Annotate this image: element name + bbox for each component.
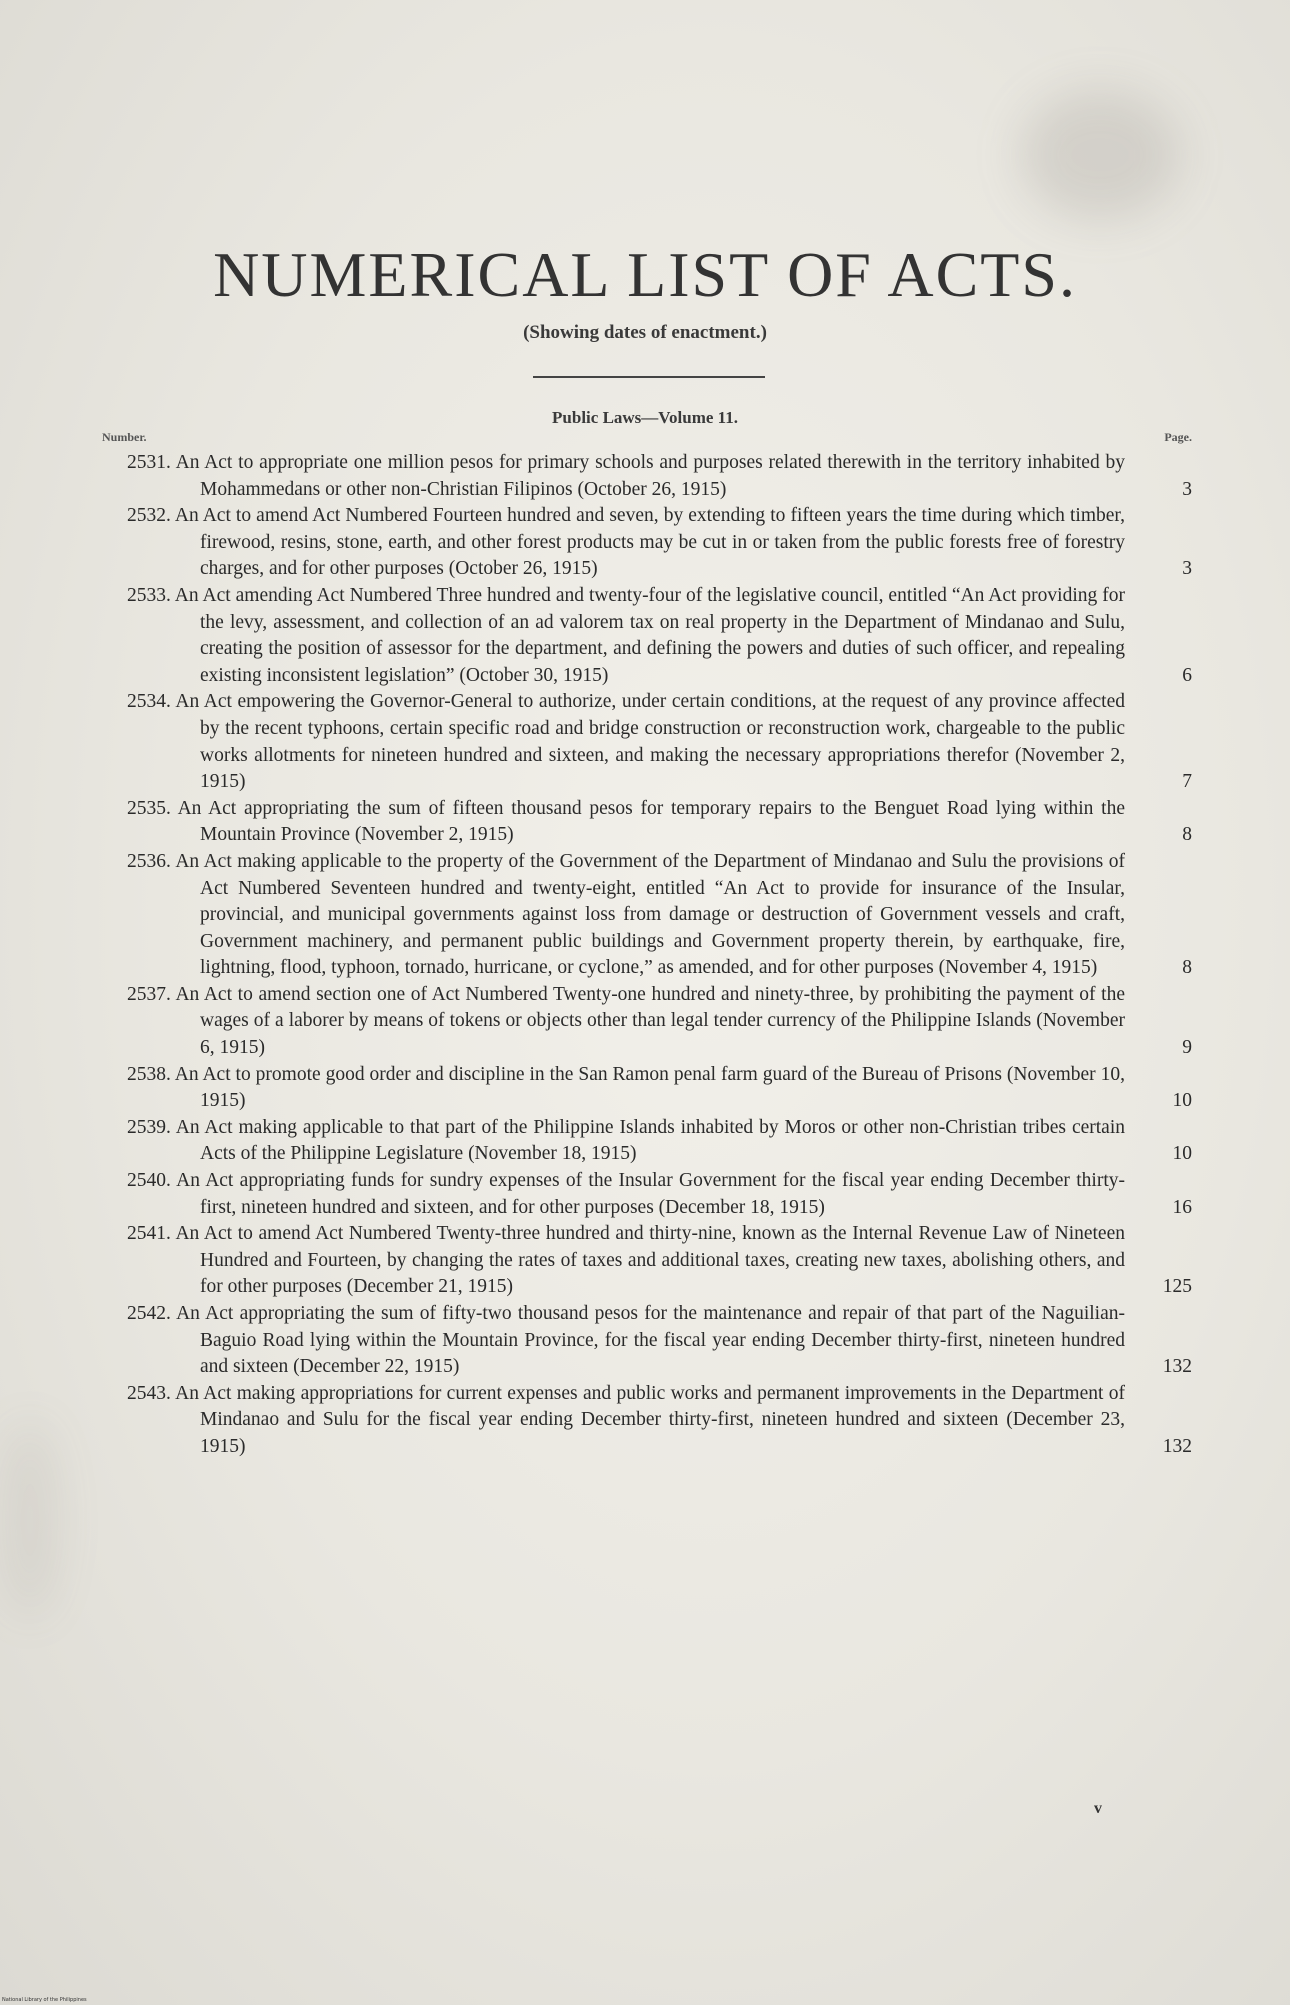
act-entry-text [100,1381,1125,1461]
acts-list [100,450,1200,1461]
act-number: 2541. [127,1223,171,1245]
act-title: An Act making applicable to the property of the Government of the Department of Mindanao and Sulu the provisions of Act Numbered Seventeen hundred and twenty-eight, entitled “An Act to provide for insurance of the Insular, provincial, and municipal governments against loss from damage or destruction of Government vessels and craft, Government machinery, and permanent public buildings and Government property therein, by earthquake, fire, lightning, flood, typhoon, tornado, hurricane, or cyclone,” as amended, and for other purposes (November 4, 1915) [175,850,1125,979]
list-item [100,450,1200,503]
act-number: 2539. [127,1116,171,1138]
column-header-number: Number. [102,430,147,444]
act-entry-text [100,849,1125,982]
page-stain [1020,90,1180,220]
act-title: An Act appropriating the sum of fifteen thousand pesos for temporary repairs to the Benguet Road lying within the Mountain Province (November 2, 1915) [177,797,1125,846]
page-number: v [1094,1800,1102,1817]
act-number: 2543. [127,1382,171,1404]
act-page-number: 132 [1162,1356,1192,1378]
act-page-number: 132 [1162,1435,1192,1457]
act-entry-text [100,1221,1125,1301]
list-item [100,849,1200,982]
act-page-number: 3 [1182,478,1192,500]
act-title: An Act to promote good order and discipline in the San Ramon penal farm guard of the Bureau of Prisons (November 10, 1915) [174,1063,1125,1112]
list-item [100,1168,1200,1221]
section-heading: Public Laws—Volume 11. [552,408,738,427]
act-entry-text [100,689,1125,795]
act-page-number: 8 [1182,824,1192,846]
act-number: 2540. [127,1170,171,1192]
act-title: An Act appropriating funds for sundry expenses of the Insular Government for the fiscal year ending December thirty-first, nineteen hundred and sixteen, and for other purposes (December 18, 1915) [176,1170,1125,1218]
act-title: An Act amending Act Numbered Three hundred and twenty-four of the legislative council, entitled “An Act providing for the levy, assessment, and collection of an ad valorem tax on real property in the Department of Mindanao and Sulu, creating the position of assessor for the department, and defining the powers and duties of such officer, and repealing existing inconsistent legislation” (October 30, 1915) [174,584,1125,686]
page-title: NUMERICAL LIST OF ACTS. [213,239,1077,310]
act-number: 2536. [127,850,171,872]
list-item [100,796,1200,849]
act-title: An Act making appropriations for current expenses and public works and permanent improvements in the Department of Mindanao and Sulu for the fiscal year ending December thirty-first, nineteen hundred and sixteen (December 23, 1915) [175,1382,1125,1457]
act-page-number: 7 [1182,771,1192,793]
act-title: An Act to amend Act Numbered Fourteen hundred and seven, by extending to fifteen years the time during which timber, firewood, resins, stone, earth, and other forest products may be cut in or taken from the public forests free of forestry charges, and for other purposes (October 26, 1915) [174,505,1125,580]
list-item [100,1115,1200,1168]
act-number: 2538. [127,1063,171,1085]
page-stain [0,1420,60,1620]
list-item [100,503,1200,583]
act-entry-text [100,1301,1125,1381]
act-entry-text [100,450,1125,503]
act-title: An Act making applicable to that part of the Philippine Islands inhabited by Moros or other non-Christian tribes certain Acts of the Philippine Legislature (November 18, 1915) [175,1116,1125,1165]
list-item [100,689,1200,795]
list-item [100,1381,1200,1461]
act-page-number: 125 [1162,1276,1192,1298]
act-page-number: 10 [1172,1143,1192,1165]
act-number: 2534. [127,691,171,713]
list-item [100,583,1200,689]
act-number: 2532. [127,505,171,527]
act-number: 2537. [127,983,171,1005]
act-page-number: 9 [1182,1037,1192,1059]
act-page-number: 3 [1182,558,1192,580]
act-entry-text [100,1168,1125,1221]
act-number: 2542. [127,1303,171,1324]
list-item [100,1301,1200,1381]
footer-attribution: National Library of the Philippines [2,1997,87,2003]
act-page-number: 6 [1182,664,1192,686]
act-title: An Act empowering the Governor-General to authorize, under certain conditions, at the request of any province affected by the recent typhoons, certain specific road and bridge construction or reconstruction work, chargeable to the public works allotments for nineteen hundred and sixteen, and making the necessary appropriations therefor (November 2, 1915) [175,691,1125,793]
act-entry-text [100,503,1125,583]
act-title: An Act to appropriate one million pesos for primary schools and purposes related therewith in the territory inhabited by Mohammedans or other non-Christian Filipinos (October 26, 1915) [175,452,1126,500]
act-page-number: 10 [1172,1090,1192,1112]
act-title: An Act to amend Act Numbered Twenty-three hundred and thirty-nine, known as the Internal Revenue Law of Nineteen Hundred and Fourteen, by changing the rates of taxes and additional taxes, creating new taxes, abolishing others, and for other purposes (December 21, 1915) [175,1223,1125,1298]
list-item [100,982,1200,1062]
column-header-page: Page. [1164,430,1192,444]
act-page-number: 16 [1172,1196,1192,1218]
page-subtitle: (Showing dates of enactment.) [523,322,767,343]
act-entry-text [100,1115,1125,1168]
act-page-number: 8 [1182,957,1192,979]
act-number: 2535. [127,797,171,819]
act-entry-text [100,1062,1125,1115]
list-item [100,1221,1200,1301]
act-entry-text [100,796,1125,849]
act-title: An Act appropriating the sum of fifty-two thousand pesos for the maintenance and repair of that part of the Naguilian-Baguio Road lying within the Mountain Province, for the fiscal year ending December thirty-first, nineteen hundred and sixteen (December 22, 1915) [176,1303,1125,1378]
act-number: 2533. [127,584,171,606]
list-item [100,1062,1200,1115]
act-title: An Act to amend section one of Act Numbered Twenty-one hundred and ninety-three, by prohibiting the payment of the wages of a laborer by means of tokens or objects other than legal tender currency of the Philippine Islands (November 6, 1915) [175,983,1125,1059]
act-number: 2531. [127,452,171,473]
act-entry-text [100,982,1125,1062]
act-entry-text [100,583,1125,689]
title-divider [533,376,765,378]
